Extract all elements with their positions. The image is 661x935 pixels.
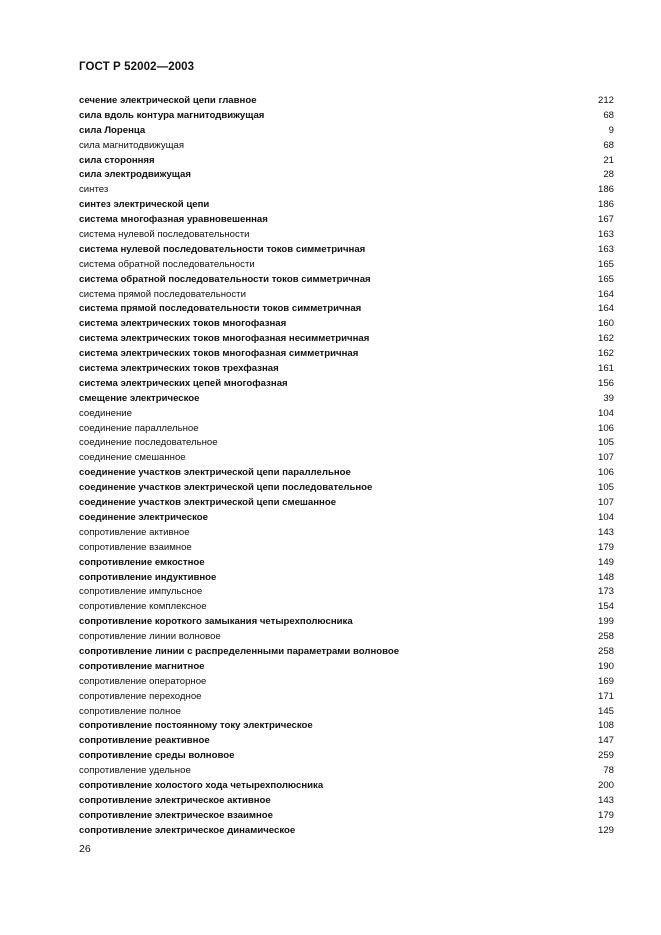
index-page-ref: 105	[597, 437, 614, 449]
index-term: сила магнитодвижущая	[79, 139, 185, 151]
index-term: система электрических токов многофазная симметричная	[79, 348, 359, 360]
index-term: сопротивление электрическое активное	[79, 794, 271, 806]
index-term: сопротивление индуктивное	[79, 571, 217, 583]
index-entry	[79, 213, 614, 228]
index-entry	[79, 377, 614, 392]
index-term: система многофазная уравновешенная	[79, 214, 268, 226]
index-term: система электрических токов многофазная несимметричная	[79, 333, 370, 345]
index-entry	[79, 258, 614, 273]
index-entry	[79, 288, 614, 303]
index-entry	[79, 94, 614, 109]
index-entry	[79, 392, 614, 407]
index-page-ref: 108	[597, 720, 614, 732]
index-term: сопротивление комплексное	[79, 601, 207, 613]
index-term: сопротивление реактивное	[79, 735, 210, 747]
index-page-ref: 106	[597, 422, 614, 434]
index-term: сопротивление емкостное	[79, 556, 205, 568]
index-page-ref: 179	[597, 541, 614, 553]
index-term: соединение смешанное	[79, 452, 186, 464]
index-term: сопротивление магнитное	[79, 660, 205, 672]
index-entry	[79, 556, 614, 571]
index-page-ref: 21	[603, 154, 614, 166]
index-page-ref: 143	[597, 526, 614, 538]
index-entry	[79, 407, 614, 422]
index-page-ref: 167	[597, 214, 614, 226]
index-entry	[79, 481, 614, 496]
index-term: сопротивление операторное	[79, 675, 207, 687]
index-entry	[79, 436, 614, 451]
index-entry	[79, 690, 614, 705]
index-term: система обратной последовательности	[79, 258, 255, 270]
index-term: соединение электрическое	[79, 511, 208, 523]
index-entry	[79, 749, 614, 764]
index-term: сопротивление переходное	[79, 690, 202, 702]
index-entry	[79, 794, 614, 809]
index-page-ref: 107	[597, 452, 614, 464]
index-term: синтез электрической цепи	[79, 199, 210, 211]
index-term: система электрических цепей многофазная	[79, 377, 288, 389]
index-page-ref: 200	[597, 779, 614, 791]
index-page-ref: 163	[597, 229, 614, 241]
index-entry	[79, 183, 614, 198]
index-term: система электрических токов многофазная	[79, 318, 287, 330]
index-page-ref: 129	[597, 824, 614, 836]
index-entry	[79, 719, 614, 734]
index-page-ref: 173	[597, 586, 614, 598]
index-term: сопротивление постоянному току электрическое	[79, 720, 313, 732]
index-entry	[79, 168, 614, 183]
index-entry	[79, 139, 614, 154]
index-entry	[79, 228, 614, 243]
index-entry	[79, 764, 614, 779]
index-page-ref: 165	[597, 258, 614, 270]
document-header: ГОСТ Р 52002—2003	[79, 61, 195, 73]
index-entry	[79, 496, 614, 511]
index-page-ref: 186	[597, 199, 614, 211]
index-page-ref: 68	[603, 139, 614, 151]
index-term: система электрических токов трехфазная	[79, 363, 279, 375]
index-page-ref: 164	[597, 288, 614, 300]
index-page-ref: 163	[597, 243, 614, 255]
index-page-ref: 164	[597, 303, 614, 315]
index-page-ref: 258	[597, 631, 614, 643]
index-page-ref: 156	[597, 377, 614, 389]
index-page-ref: 143	[597, 794, 614, 806]
index-entry	[79, 779, 614, 794]
index-term: система обратной последовательности токов симметричная	[79, 273, 371, 285]
index-term: сечение электрической цепи главное	[79, 95, 257, 106]
index-entry	[79, 362, 614, 377]
index-page-ref: 212	[597, 95, 614, 106]
index-term: соединение параллельное	[79, 422, 199, 434]
index-page-ref: 199	[597, 616, 614, 628]
index-page-ref: 162	[597, 333, 614, 345]
index-term: сопротивление линии волновое	[79, 631, 221, 643]
index-term: соединение участков электрической цепи смешанное	[79, 497, 337, 509]
index-entry	[79, 198, 614, 213]
index-entry	[79, 705, 614, 720]
index-page-ref: 9	[608, 124, 614, 136]
index-page-ref: 105	[597, 482, 614, 494]
index-entry	[79, 243, 614, 258]
index-entry	[79, 317, 614, 332]
index-entry	[79, 526, 614, 541]
index-page-ref: 154	[597, 601, 614, 613]
index-term: соединение участков электрической цепи параллельное	[79, 467, 351, 479]
index-page-ref: 39	[603, 392, 614, 404]
index-entry	[79, 630, 614, 645]
index-entry	[79, 154, 614, 169]
index-entry	[79, 645, 614, 660]
index-term: сопротивление электрическое динамическое	[79, 824, 296, 836]
index-entry	[79, 466, 614, 481]
index-entry	[79, 302, 614, 317]
index-page-ref: 190	[597, 660, 614, 672]
index-entry	[79, 571, 614, 586]
index-page-ref: 160	[597, 318, 614, 330]
index-term: система прямой последовательности	[79, 288, 246, 300]
index-entry	[79, 660, 614, 675]
index-term: сопротивление холостого хода четырехполюсника	[79, 779, 324, 791]
index-page-ref: 171	[597, 690, 614, 702]
index-term: сопротивление линии с распределенными параметрами волновое	[79, 645, 400, 657]
index-entry	[79, 675, 614, 690]
index-term: система нулевой последовательности токов симметричная	[79, 243, 366, 255]
index-term: соединение участков электрической цепи последовательное	[79, 482, 373, 494]
index-page-ref: 258	[597, 645, 614, 657]
index-entry	[79, 332, 614, 347]
index-entry	[79, 824, 614, 839]
index-entry	[79, 585, 614, 600]
index-term: соединение последовательное	[79, 437, 218, 449]
index-term: синтез	[79, 184, 109, 196]
index-page-ref: 186	[597, 184, 614, 196]
index-page-ref: 179	[597, 809, 614, 821]
index-page-ref: 259	[597, 750, 614, 762]
index-page-ref: 106	[597, 467, 614, 479]
index-term: сила сторонняя	[79, 154, 155, 166]
index-term: сила электродвижущая	[79, 169, 191, 181]
index-entry	[79, 511, 614, 526]
index-page-ref: 28	[603, 169, 614, 181]
index-page-ref: 147	[597, 735, 614, 747]
index-term: сопротивление среды волновое	[79, 750, 235, 762]
index-page-ref: 149	[597, 556, 614, 568]
index-page-ref: 162	[597, 348, 614, 360]
index-entry	[79, 600, 614, 615]
index-term: система нулевой последовательности	[79, 229, 250, 241]
index-entry	[79, 273, 614, 288]
index-term: сопротивление активное	[79, 526, 190, 538]
index-entry	[79, 734, 614, 749]
page-number: 26	[79, 843, 91, 855]
index-term: сила Лоренца	[79, 124, 146, 136]
index-term: система прямой последовательности токов симметричная	[79, 303, 362, 315]
index-entry	[79, 109, 614, 124]
index-term: сопротивление взаимное	[79, 541, 192, 553]
index-entry	[79, 615, 614, 630]
index-term: сопротивление электрическое взаимное	[79, 809, 273, 821]
index-page-ref: 68	[603, 109, 614, 121]
index-page-ref: 161	[597, 363, 614, 375]
index-page-ref: 107	[597, 497, 614, 509]
index-page-ref: 148	[597, 571, 614, 583]
index-term: сопротивление короткого замыкания четырехполюсника	[79, 616, 353, 628]
index-page-ref: 169	[597, 675, 614, 687]
index-term: сила вдоль контура магнитодвижущая	[79, 109, 265, 121]
index-term: сопротивление импульсное	[79, 586, 203, 598]
term-index-list	[79, 94, 614, 839]
index-entry	[79, 124, 614, 139]
index-entry	[79, 451, 614, 466]
index-page-ref: 104	[597, 511, 614, 523]
index-entry	[79, 347, 614, 362]
index-entry	[79, 422, 614, 437]
index-term: сопротивление удельное	[79, 765, 191, 777]
index-page-ref: 145	[597, 705, 614, 717]
index-term: сопротивление полное	[79, 705, 182, 717]
index-page-ref: 78	[603, 765, 614, 777]
index-entry	[79, 809, 614, 824]
index-page-ref: 104	[597, 407, 614, 419]
index-term: смещение электрическое	[79, 392, 200, 404]
index-entry	[79, 541, 614, 556]
index-term: соединение	[79, 407, 132, 419]
index-page-ref: 165	[597, 273, 614, 285]
